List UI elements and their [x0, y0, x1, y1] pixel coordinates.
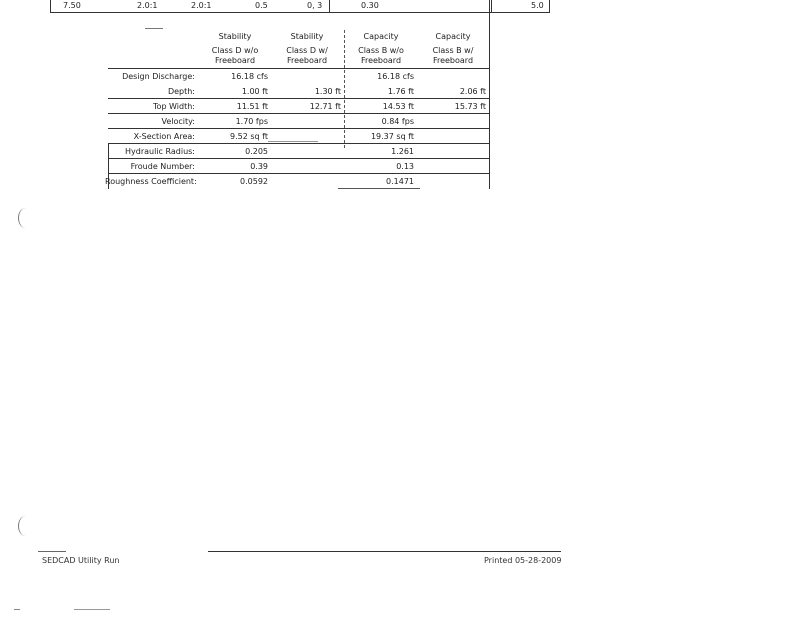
row-label: Froude Number: — [130, 162, 195, 171]
value-cell: 15.73 ft — [454, 102, 486, 111]
binder-hole-mark — [18, 516, 33, 536]
row-rule — [108, 113, 490, 114]
top-cell: 5.0 — [531, 1, 544, 10]
top-cell: 0, 3 — [307, 1, 323, 10]
top-cell: 2.0:1 — [137, 1, 158, 10]
row-rule — [338, 188, 420, 189]
column-header: Stability Class D w/ Freeboard — [286, 32, 328, 65]
footer-right-text: Printed 05-28-2009 — [484, 556, 562, 565]
scan-mark — [74, 609, 110, 610]
column-divider — [344, 30, 345, 148]
row-label: Top Width: — [153, 102, 195, 111]
value-cell: 1.70 fps — [235, 117, 268, 126]
row-rule — [268, 141, 318, 142]
value-cell: 2.06 ft — [459, 87, 486, 96]
row-rule — [108, 98, 490, 99]
column-header: Capacity Class B w/o Freeboard — [358, 32, 404, 65]
value-cell: 0.13 — [396, 162, 414, 171]
column-header: Capacity Class B w/ Freeboard — [432, 32, 474, 65]
value-cell: 16.18 cfs — [377, 72, 414, 81]
top-cell: 0.5 — [255, 1, 268, 10]
binder-hole-mark — [18, 208, 33, 228]
value-cell: 12.71 ft — [309, 102, 341, 111]
value-cell: 0.84 fps — [381, 117, 414, 126]
row-rule — [108, 158, 490, 159]
row-rule — [108, 68, 490, 69]
value-cell: 0.205 — [245, 147, 268, 156]
results-table — [0, 0, 800, 200]
top-cell: 0.30 — [361, 1, 379, 10]
scan-mark — [14, 609, 20, 610]
row-label: Roughness Coefficient: — [105, 177, 197, 186]
value-cell: 1.76 ft — [387, 87, 414, 96]
row-label: Hydraulic Radius: — [125, 147, 195, 156]
value-cell: 11.51 ft — [236, 102, 268, 111]
row-label: X-Section Area: — [133, 132, 195, 141]
row-label: Depth: — [167, 87, 195, 96]
value-cell: 9.52 sq ft — [230, 132, 268, 141]
value-cell: 1.30 ft — [314, 87, 341, 96]
value-cell: 0.0592 — [240, 177, 268, 186]
column-header: Stability Class D w/o Freeboard — [211, 32, 259, 65]
table-border — [489, 0, 490, 189]
value-cell: 0.1471 — [386, 177, 414, 186]
footer-rule — [208, 551, 561, 552]
value-cell: 1.261 — [391, 147, 414, 156]
value-cell: 19.37 sq ft — [370, 132, 414, 141]
row-label: Velocity: — [161, 117, 195, 126]
value-cell: 1.00 ft — [241, 87, 268, 96]
value-cell: 0.39 — [250, 162, 268, 171]
row-rule — [108, 128, 490, 129]
row-rule — [108, 143, 490, 144]
footer-rule — [38, 551, 66, 552]
top-cell: 7.50 — [63, 1, 81, 10]
row-label: Design Discharge: — [122, 72, 195, 81]
value-cell: 16.18 cfs — [231, 72, 268, 81]
top-cell: 2.0:1 — [191, 1, 212, 10]
row-rule — [108, 173, 490, 174]
footer-left-text: SEDCAD Utility Run — [42, 556, 120, 565]
value-cell: 14.53 ft — [382, 102, 414, 111]
